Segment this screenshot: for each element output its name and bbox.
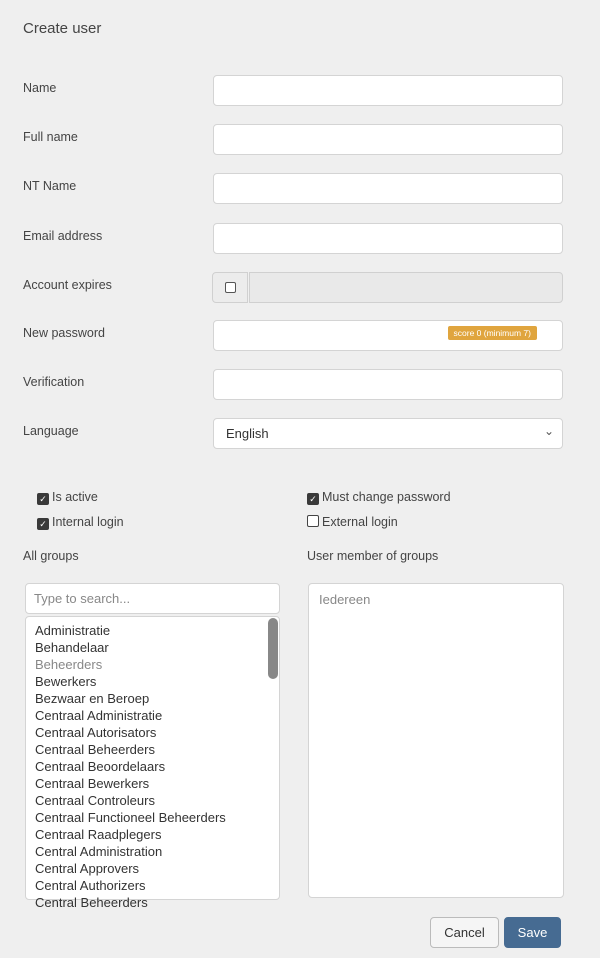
is-active-label: Is active [52,490,98,504]
password-score-badge: score 0 (minimum 7) [448,326,537,340]
list-item[interactable]: Centraal Beoordelaars [35,759,166,774]
cancel-button[interactable]: Cancel [430,917,499,948]
account-expires-date-input [249,272,563,303]
list-item[interactable]: Central Administration [35,844,163,859]
verification-label: Verification [23,375,85,389]
account-expires-checkbox[interactable] [225,282,236,293]
language-label: Language [23,424,79,438]
name-row [0,75,600,107]
member-groups-label: User member of groups [307,549,439,563]
must-change-password-checkbox[interactable] [307,490,451,505]
nt-name-row [0,173,600,205]
chevron-down-icon: ⌄ [543,424,554,438]
list-item[interactable]: Administratie [35,623,111,638]
save-button[interactable]: Save [504,917,561,948]
is-active-checkbox[interactable] [37,490,98,505]
list-item[interactable]: Centraal Controleurs [35,793,155,808]
nt-name-input[interactable] [213,173,563,204]
language-row [0,418,600,450]
account-expires-row [0,272,600,304]
language-select[interactable] [213,418,563,449]
verification-row [0,369,600,401]
language-selected-value: English [226,426,269,441]
new-password-row [0,320,600,352]
scrollbar-thumb[interactable] [268,618,278,679]
name-input[interactable] [213,75,563,106]
list-item[interactable]: Bezwaar en Beroep [35,691,150,706]
internal-login-label: Internal login [52,515,124,529]
list-item[interactable]: Bewerkers [35,674,97,689]
email-row [0,223,600,255]
checkmark-icon: ✓ [37,493,49,505]
list-item[interactable]: Central Approvers [35,861,140,876]
list-item[interactable]: Behandelaar [35,640,109,655]
nt-name-label: NT Name [23,179,77,193]
list-item[interactable]: Centraal Functioneel Beheerders [35,810,226,825]
list-item[interactable]: Iedereen [319,592,371,607]
verification-input[interactable] [213,369,563,400]
account-expires-toggle[interactable] [212,272,248,303]
email-input[interactable] [213,223,563,254]
full-name-input[interactable] [213,124,563,155]
list-item[interactable]: Beheerders [35,657,103,672]
name-label: Name [23,81,57,95]
full-name-row [0,124,600,156]
list-item[interactable]: Central Beheerders [35,895,148,910]
list-item[interactable]: Central Authorizers [35,878,146,893]
full-name-label: Full name [23,130,78,144]
scrollbar[interactable] [268,617,278,899]
new-password-input[interactable] [213,320,563,351]
external-login-label: External login [322,515,398,529]
list-item[interactable]: Centraal Autorisators [35,725,157,740]
list-item[interactable]: Centraal Beheerders [35,742,155,757]
list-item[interactable]: Centraal Raadplegers [35,827,162,842]
account-expires-label: Account expires [23,278,112,292]
list-item[interactable]: Centraal Bewerkers [35,776,150,791]
empty-checkbox-icon [307,515,319,527]
page-title: Create user [23,20,102,37]
new-password-label: New password [23,326,105,340]
external-login-checkbox[interactable] [307,515,398,529]
must-change-password-label: Must change password [322,490,451,504]
all-groups-list[interactable] [25,616,280,910]
checkmark-icon: ✓ [307,493,319,505]
member-groups-list[interactable] [308,583,564,898]
internal-login-checkbox[interactable] [37,515,124,530]
checkmark-icon: ✓ [37,518,49,530]
email-label: Email address [23,229,103,243]
all-groups-label: All groups [23,549,79,563]
list-item[interactable]: Centraal Administratie [35,708,163,723]
group-search-input[interactable] [25,583,280,614]
